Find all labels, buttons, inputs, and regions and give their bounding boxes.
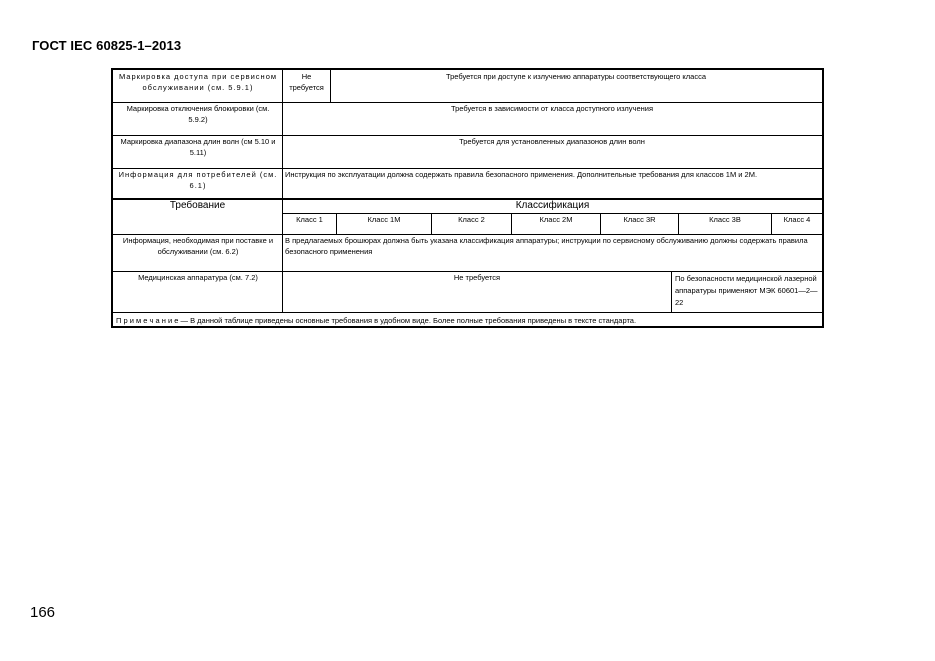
- value-medical-not-required: Не требуется: [453, 273, 501, 282]
- value-user-information: Инструкция по эксплуатации должна содержать правила безопасного применения. Дополнительные требования для классов 1М и 2М.: [285, 170, 758, 179]
- class-4: Класс 4: [783, 215, 811, 224]
- class-2m: Класс 2М: [539, 215, 573, 224]
- value-medical-class4: По безопасности медицинской лазерной аппаратуры применяют МЭК 60601—2—22: [675, 274, 818, 307]
- value-interlock-marking: Требуется в зависимости от класса доступного излучения: [450, 104, 654, 113]
- header-requirement: Требование: [169, 200, 226, 211]
- note-text: В данной таблице приведены основные требования в удобном виде. Более полные требования приведены в тексте стандарта.: [188, 316, 637, 325]
- header-classification: Классификация: [515, 200, 590, 211]
- value-wavelength-marking: Требуется для установленных диапазонов длин волн: [459, 137, 645, 146]
- class-3r: Класс 3R: [623, 215, 656, 224]
- document-title: ГОСТ IEC 60825-1–2013: [32, 38, 182, 53]
- req-medical-equipment: Медицинская аппаратура (см. 7.2): [138, 273, 258, 282]
- req-supply-information: Информация, необходимая при поставке и обслуживании (см. 6.2): [122, 236, 274, 256]
- class-1m: Класс 1М: [367, 215, 401, 224]
- page-number: 166: [30, 604, 56, 621]
- req-wavelength-marking: Маркировка диапазона длин волн (см 5.10 и 5.11): [120, 137, 276, 157]
- value-service-marking: Требуется при доступе к излучению аппаратуры соответствующего класса: [445, 72, 707, 81]
- class-2: Класс 2: [458, 215, 485, 224]
- not-required-cell: Не требуется: [289, 72, 324, 92]
- class-3b: Класс 3В: [709, 215, 741, 224]
- value-supply-information: В предлагаемых брошюрах должна быть указана классификация аппаратуры; инструкции по сервисному обслуживанию должны содержать правила безопасного применения: [285, 236, 808, 256]
- table-note: [116, 316, 821, 327]
- req-interlock-marking: Маркировка отключения блокировки (см. 5.9.2): [126, 104, 270, 124]
- req-user-information: Информация для потребителей (см. 6.1): [118, 170, 278, 190]
- req-service-marking: Маркировка доступа при сервисном обслуживании (см. 5.9.1): [118, 72, 278, 92]
- class-1: Класс 1: [296, 215, 323, 224]
- note-label: П р и м е ч а н и е —: [116, 316, 188, 325]
- requirements-table: [111, 68, 824, 328]
